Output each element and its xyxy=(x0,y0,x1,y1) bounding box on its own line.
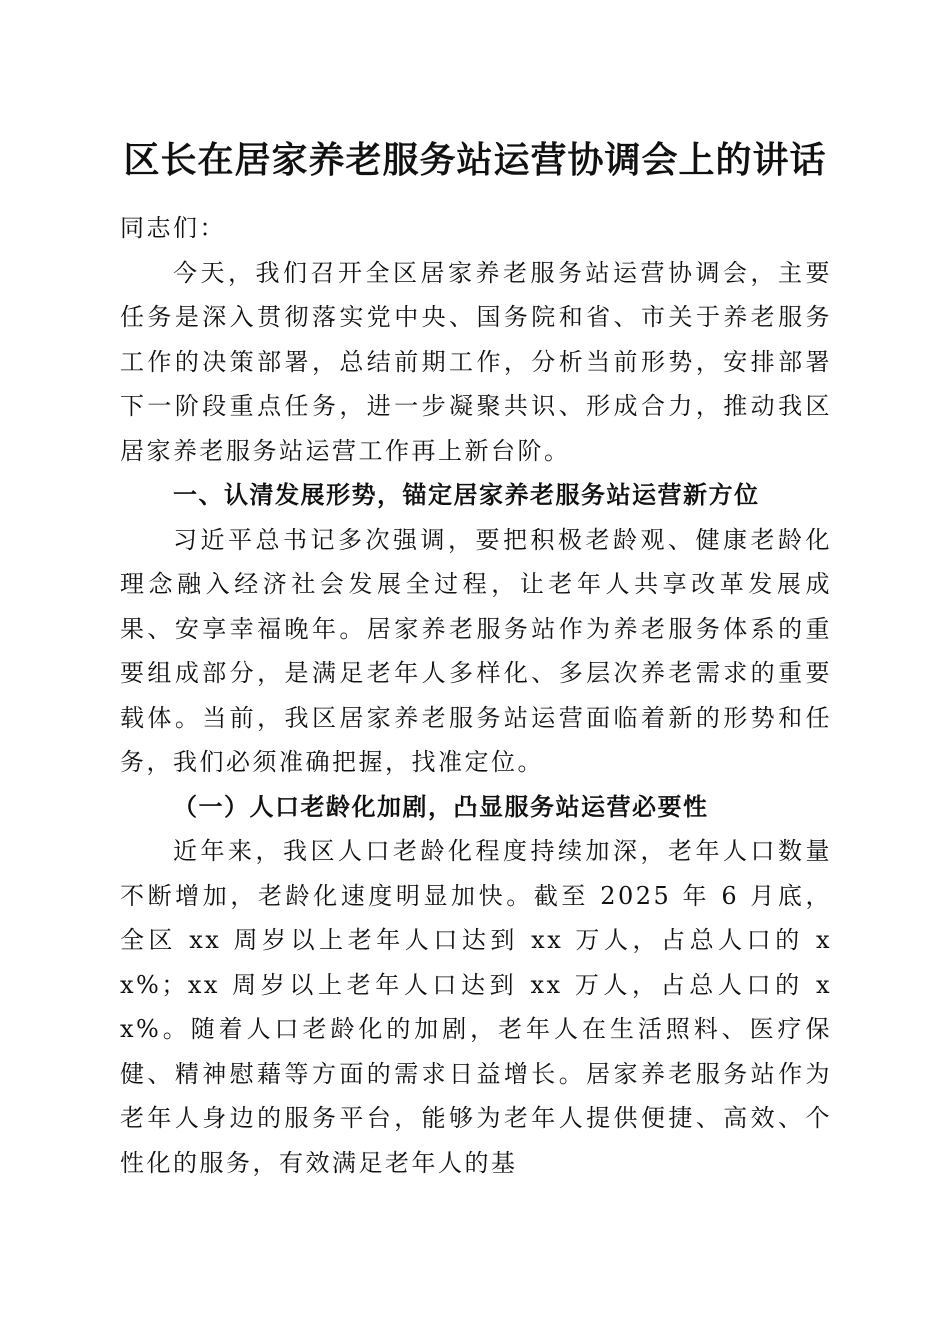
section-paragraph: 习近平总书记多次强调，要把积极老龄观、健康老龄化理念融入经济社会发展全过程，让老年人共享改革发展成果、安享幸福晚年。居家养老服务站作为养老服务体系的重要组成部分，是满足老年人多样化、多层次养老需求的重要载体。当前，我区居家养老服务站运营面临着新的形势和任务，我们必须准确把握，找准定位。 xyxy=(120,525,832,776)
subsection-heading: （一）人口老龄化加剧，凸显服务站运营必要性 xyxy=(173,791,709,821)
salutation: 同志们： xyxy=(120,214,226,242)
subsection-paragraph: 近年来，我区人口老龄化程度持续加深，老年人口数量不断增加，老龄化速度明显加快。截至 2025 年 6 月底，全区 xx 周岁以上老年人口达到 xx 万人，占总人口的 xx%；xx 周岁以上老年人口达到 xx 万人，占总人口的 xx%。随着人口老龄化的加剧，老年人在生活照料、医疗保健、精神慰藉等方面的需求日益增长。居家养老服务站作为老年人身边的服务平台，能够为老年人提供便捷、高效、个性化的服务，有效满足老年人的基 xyxy=(120,837,832,1177)
intro-paragraph: 今天，我们召开全区居家养老服务站运营协调会，主要任务是深入贯彻落实党中央、国务院和省、市关于养老服务工作的决策部署，总结前期工作，分析当前形势，安排部署下一阶段重点任务，进一步凝聚共识、形成合力，推动我区居家养老服务站运营工作再上新台阶。 xyxy=(120,258,832,465)
document-title: 区长在居家养老服务站运营协调会上的讲话 xyxy=(123,139,827,181)
document-body xyxy=(120,206,832,1185)
section-heading: 一、认清发展形势，锚定居家养老服务站运营新方位 xyxy=(173,481,760,509)
